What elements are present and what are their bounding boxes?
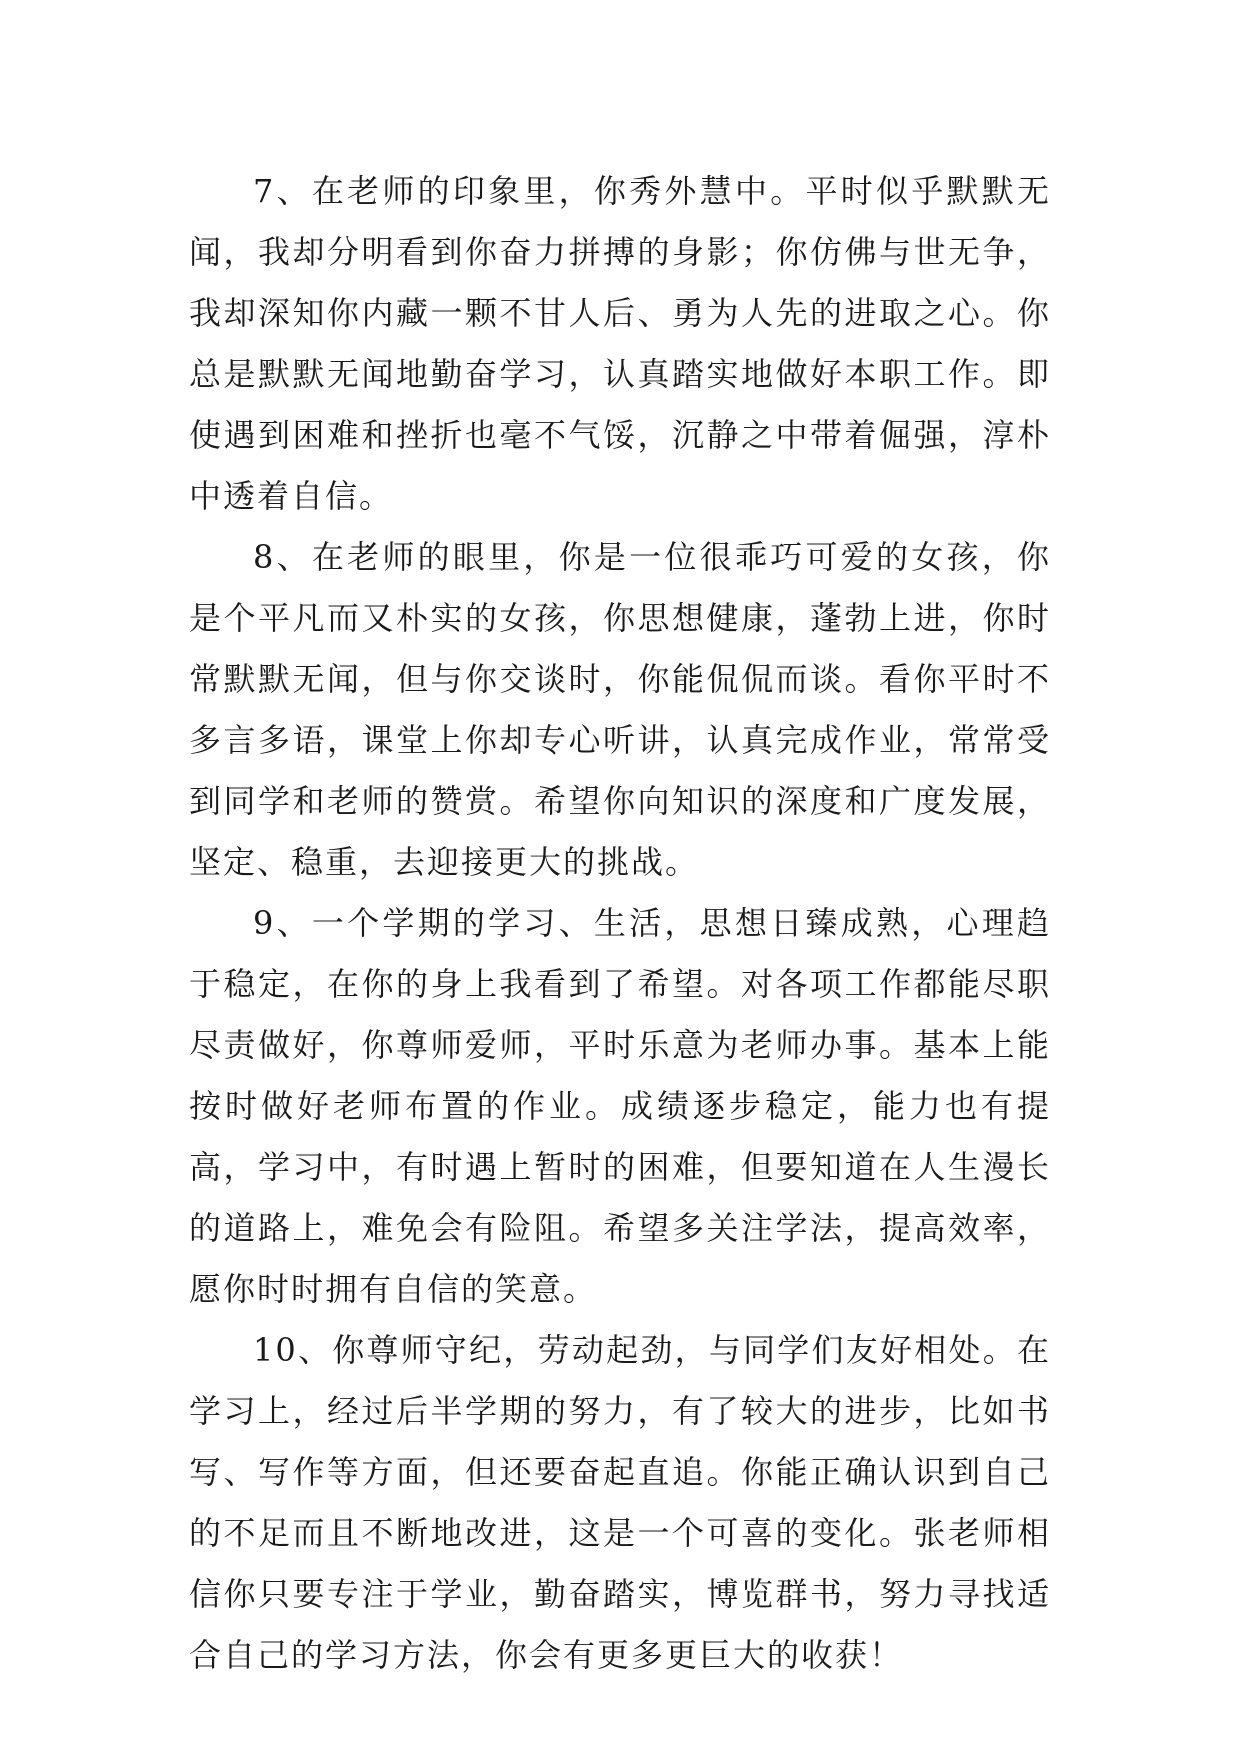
comment-paragraph-9: 9、一个学期的学习、生活，思想日臻成熟，心理趋于稳定，在你的身上我看到了希望。对各项工作都能尽职尽责做好，你尊师爱师，平时乐意为老师办事。基本上能按时做好老师布置的作业。成绩逐步稳定，能力也有提高，学习中，有时遇上暂时的困难，但要知道在人生漫长的道路上，难免会有险阻。希望多关注学法，提高效率，愿你时时拥有自信的笑意。 — [189, 904, 1051, 1308]
comment-paragraph-7: 7、在老师的印象里，你秀外慧中。平时似乎默默无闻，我却分明看到你奋力拼搏的身影；你仿佛与世无争，我却深知你内藏一颗不甘人后、勇为人先的进取之心。你总是默默无闻地勤奋学习，认真踏实地做好本职工作。即使遇到困难和挫折也毫不气馁，沉静之中带着倔强，淳朴中透着自信。 — [189, 172, 1051, 515]
comment-paragraph-10: 10、你尊师守纪，劳动起劲，与同学们友好相处。在学习上，经过后半学期的努力，有了较大的进步，比如书写、写作等方面，但还要奋起直追。你能正确认识到自己的不足而且不断地改进，这是一个可喜的变化。张老师相信你只要专注于学业，勤奋踏实，博览群书，努力寻找适合自己的学习方法，你会有更多更巨大的收获！ — [189, 1331, 1051, 1674]
comment-paragraph-8: 8、在老师的眼里，你是一位很乖巧可爱的女孩，你是个平凡而又朴实的女孩，你思想健康，蓬勃上进，你时常默默无闻，但与你交谈时，你能侃侃而谈。看你平时不多言多语，课堂上你却专心听讲，认真完成作业，常常受到同学和老师的赞赏。希望你向知识的深度和广度发展，坚定、稳重，去迎接更大的挑战。 — [189, 538, 1051, 881]
document-body — [189, 161, 1051, 1686]
